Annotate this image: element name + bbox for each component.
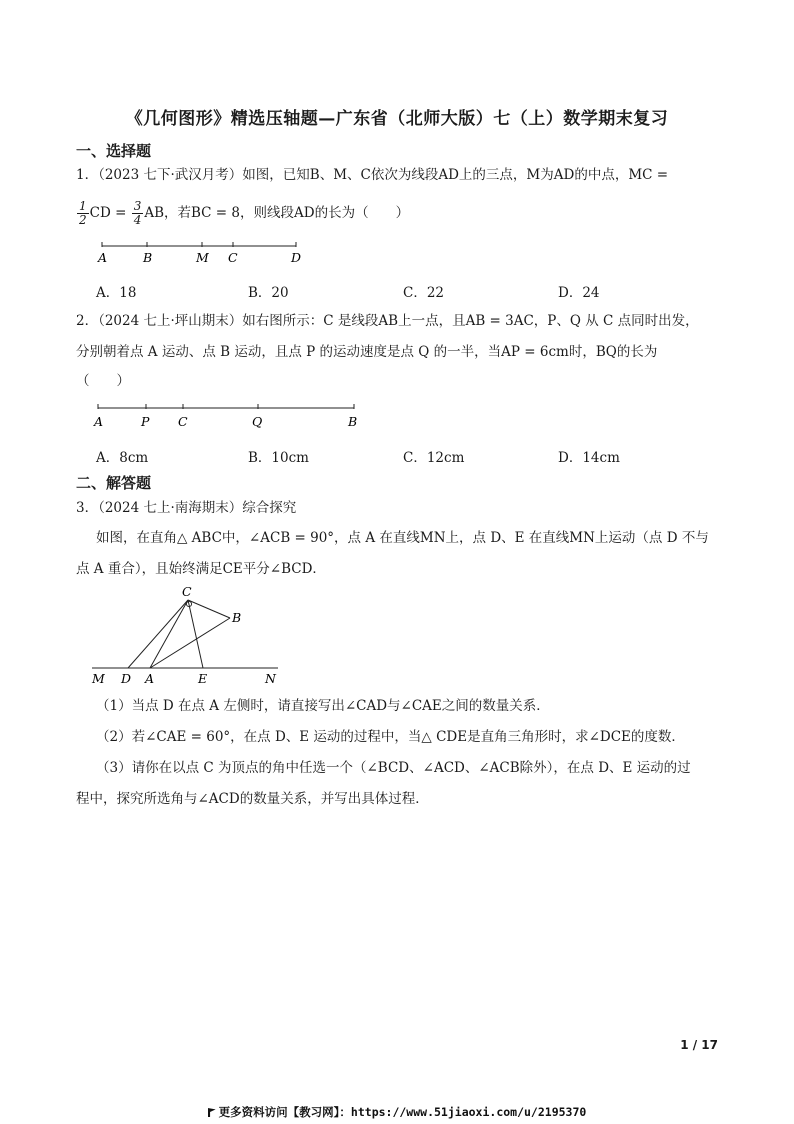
frac-denominator: 4 <box>133 213 142 227</box>
q1-option-a: A．18 <box>96 285 137 301</box>
label-A: A <box>94 414 104 429</box>
flag-icon <box>208 1108 216 1117</box>
q1-segment-figure <box>96 238 316 268</box>
footer-link[interactable] <box>0 1104 794 1120</box>
q3-stem-line2: 如图，在直角△ ABC中，∠ACB = 90°，点 A 在直线MN上，点 D、E 在直线MN上运动（点 D 不与 <box>96 530 709 546</box>
label-D: D <box>291 250 302 265</box>
label-C: C <box>178 414 188 429</box>
label-A: A <box>98 250 108 265</box>
label-C: C <box>228 250 238 265</box>
page-number: 1 / 17 <box>680 1038 718 1052</box>
q1-mid-text: CD = <box>89 205 127 221</box>
label-Q: Q <box>252 414 263 429</box>
q3-sub3-line2: 程中，探究所选角与∠ACD的数量关系，并写出具体过程． <box>76 791 429 807</box>
label-B: B <box>143 250 153 265</box>
segment-CA <box>150 600 188 668</box>
q1-option-c: C．22 <box>403 285 445 301</box>
label-C: C <box>182 584 192 599</box>
label-B: B <box>232 610 242 625</box>
label-B: B <box>348 414 358 429</box>
label-A: A <box>145 671 155 686</box>
q2-stem-line1: 2．（2024 七上·坪山期末）如右图所示：C 是线段AB上一点，且AB = 3AC，P、Q 从 C 点同时出发， <box>76 313 699 329</box>
q1-fraction-three-quarters <box>132 200 144 227</box>
q1-stem-rest: AB，若BC = 8，则线段AD的长为（ ） <box>144 205 410 221</box>
q2-option-a: A．8cm <box>96 450 149 466</box>
q3-sub3-line1: （3）请你在以点 C 为顶点的角中任选一个（∠BCD、∠ACD、∠ACB除外），在点 D、E 运动的过 <box>96 760 691 776</box>
q3-triangle-figure <box>88 582 288 690</box>
frac-numerator: 3 <box>133 199 142 213</box>
frac-numerator: 1 <box>79 199 87 213</box>
q2-segment-figure <box>92 400 367 432</box>
label-D: D <box>121 671 132 686</box>
label-N: N <box>265 671 276 686</box>
q3-stem-line1: 3．（2024 七上·南海期末）综合探究 <box>76 500 297 516</box>
segment-CD <box>128 600 188 668</box>
footer-text[interactable]: 更多资料访问【教习网】：https://www.51jiaoxi.com/u/2195370 <box>218 1105 587 1119</box>
q3-sub2: （2）若∠CAE = 60°，在点 D、E 运动的过程中，当△ CDE是直角三角形时，求∠DCE的度数． <box>96 729 685 745</box>
q3-sub1: （1）当点 D 在点 A 左侧时，请直接写出∠CAD与∠CAE之间的数量关系． <box>96 698 550 714</box>
segment-CB <box>188 600 230 618</box>
label-E: E <box>198 671 208 686</box>
section-heading-choice: 一、选择题 <box>76 142 152 160</box>
q2-stem-line2: 分别朝着点 A 运动、点 B 运动，且点 P 的运动速度是点 Q 的一半，当AP = 6cm时，BQ的长为 <box>76 344 658 360</box>
q2-option-d: D．14cm <box>558 450 620 466</box>
q1-option-d: D．24 <box>558 285 600 301</box>
segment-CE <box>188 600 203 668</box>
label-P: P <box>141 414 150 429</box>
q2-option-c: C．12cm <box>403 450 465 466</box>
q1-stem-line2 <box>76 199 409 227</box>
section-heading-answer: 二、解答题 <box>76 474 152 492</box>
q1-option-b: B．20 <box>248 285 289 301</box>
segment-AB <box>150 618 230 668</box>
q1-stem-line1: 1．（2023 七下·武汉月考）如图，已知B、M、C依次为线段AD上的三点，M为AD的中点，MC = <box>76 167 669 183</box>
q3-stem-line3: 点 A 重合），且始终满足CE平分∠BCD． <box>76 561 326 577</box>
label-M: M <box>196 250 209 265</box>
q1-fraction-half <box>77 200 89 227</box>
label-M: M <box>92 671 105 686</box>
q2-option-b: B．10cm <box>248 450 309 466</box>
frac-denominator: 2 <box>79 213 87 227</box>
q2-stem-line3: （ ） <box>76 373 130 389</box>
page-title: 《几何图形》精选压轴题—广东省（北师大版）七（上）数学期末复习 <box>125 109 669 129</box>
